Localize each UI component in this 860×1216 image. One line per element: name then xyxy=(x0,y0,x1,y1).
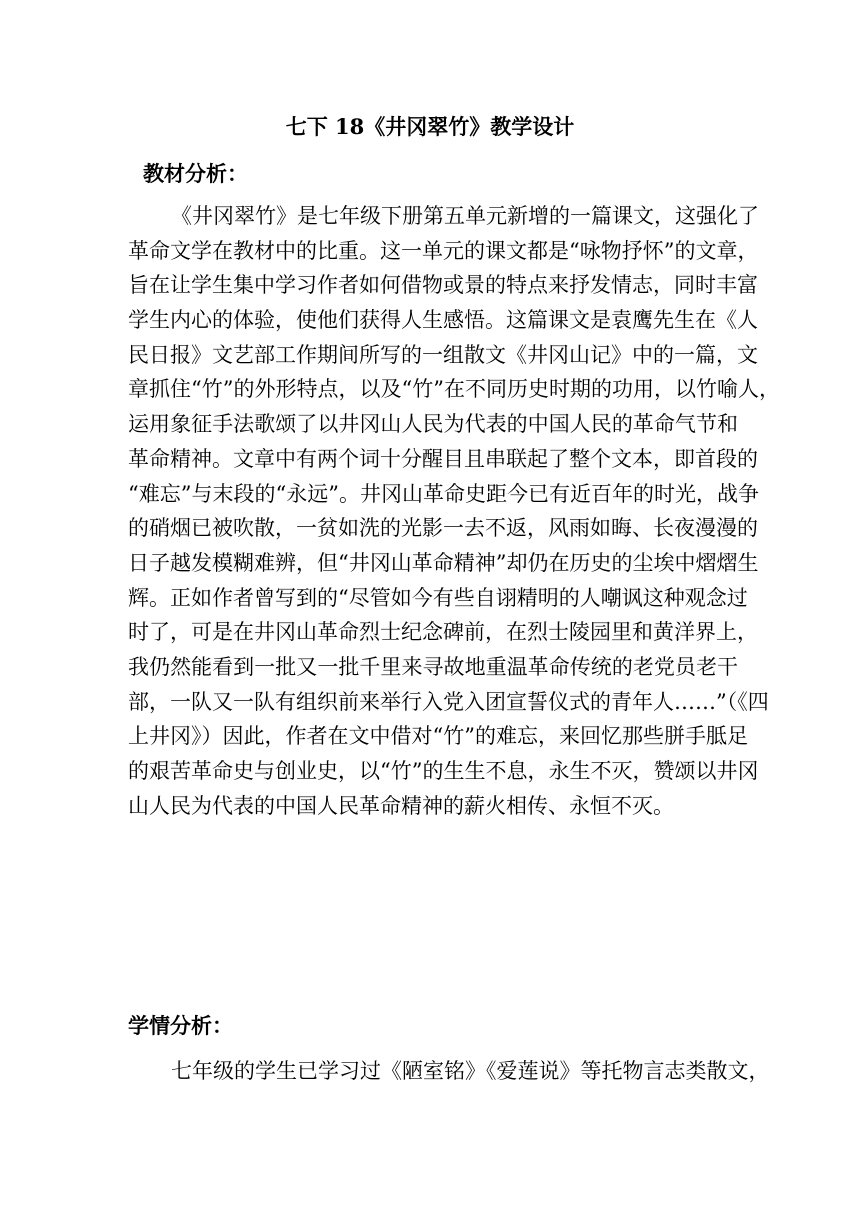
paragraph-textbook-analysis xyxy=(128,199,780,823)
paragraph-line: 七年级的学生已学习过《陋室铭》《爱莲说》等托物言志类散文， xyxy=(171,1059,770,1083)
paragraph-line: 上井冈》）因此，作者在文中借对“竹”的难忘，来回忆那些胼手胝足 xyxy=(128,724,748,749)
paragraph-student-analysis xyxy=(128,1054,770,1089)
paragraph-line: 章抓住“竹”的外形特点，以及“竹”在不同历史时期的功用，以竹喻人， xyxy=(128,377,780,402)
paragraph-line: 学生内心的体验，使他们获得人生感悟。这篇课文是袁鹰先生在《人 xyxy=(128,308,758,333)
paragraph-line: 部，一队又一队有组织前来举行入党入团宣誓仪式的青年人……”（《四 xyxy=(128,689,769,714)
paragraph-line: 日子越发模糊难辨，但“井冈山革命精神”却仍在历史的尘埃中熠熠生 xyxy=(128,550,759,575)
paragraph-line: 运用象征手法歌颂了以井冈山人民为代表的中国人民的革命气节和 xyxy=(128,412,738,437)
paragraph-line: 《井冈翠竹》是七年级下册第五单元新增的一篇课文，这强化了 xyxy=(171,204,759,228)
paragraph-line: 山人民为代表的中国人民革命精神的薪火相传、永恒不灭。 xyxy=(128,793,674,818)
paragraph-line: 民日报》文艺部工作期间所写的一组散文《井冈山记》中的一篇，文 xyxy=(128,342,758,367)
paragraph-line: 的艰苦革命史与创业史，以“竹”的生生不息，永生不灭，赞颂以井冈 xyxy=(128,759,759,783)
section-heading-student-analysis: 学情分析： xyxy=(128,1013,233,1038)
section-heading-textbook-analysis: 教材分析： xyxy=(143,161,248,186)
paragraph-line: 辉。正如作者曾写到的“尽管如今有些自诩精明的人嘲讽这种观念过 xyxy=(128,585,748,610)
paragraph-line: 革命文学在教材中的比重。这一单元的课文都是“咏物抒怀”的文章， xyxy=(128,238,759,263)
document-title: 七下 18《井冈翠竹》教学设计 xyxy=(285,114,575,139)
paragraph-line: “难忘”与末段的“永远”。井冈山革命史距今已有近百年的时光，战争 xyxy=(128,481,759,506)
paragraph-line: 旨在让学生集中学习作者如何借物或景的特点来抒发情志，同时丰富 xyxy=(128,273,758,298)
paragraph-line: 的硝烟已被吹散，一贫如洗的光影一去不返，风雨如晦、长夜漫漫的 xyxy=(128,516,758,541)
paragraph-line: 我仍然能看到一批又一批千里来寻故地重温革命传统的老党员老干 xyxy=(128,654,738,679)
paragraph-line: 革命精神。文章中有两个词十分醒目且串联起了整个文本，即首段的 xyxy=(128,446,758,471)
paragraph-line: 时了，可是在井冈山革命烈士纪念碑前，在烈士陵园里和黄洋界上， xyxy=(128,620,758,645)
